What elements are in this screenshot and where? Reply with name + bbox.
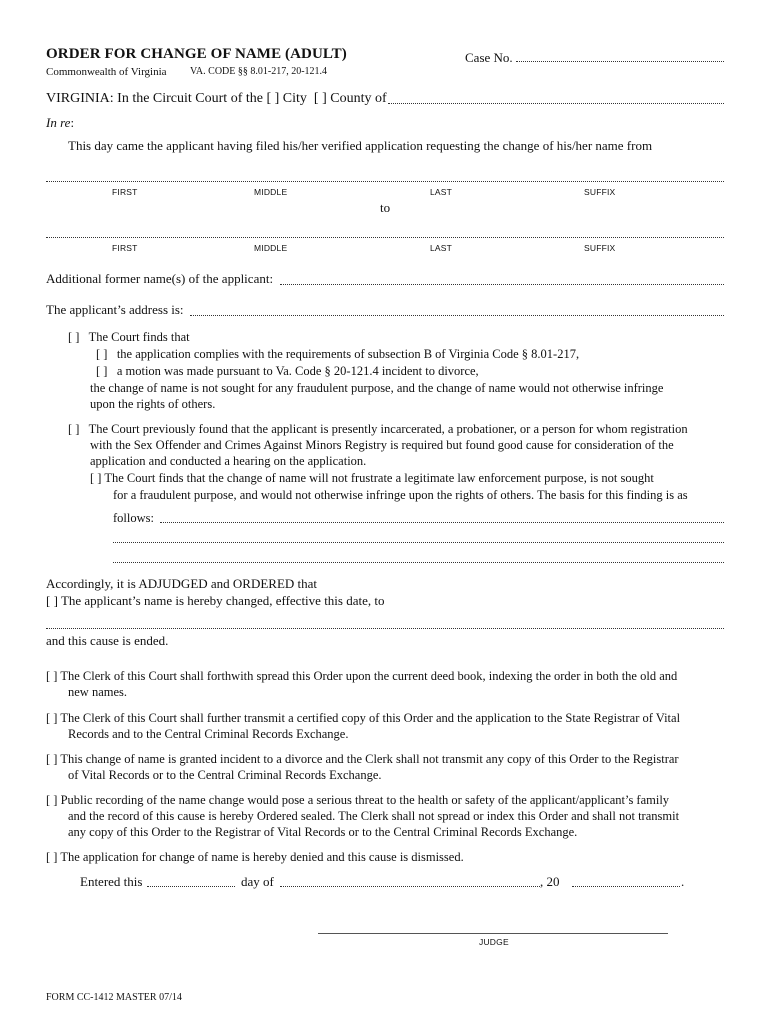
caption-suffix-2: SUFFIX [584,243,616,253]
judge-label: JUDGE [479,937,509,947]
name-changed-text: The applicant’s name is hereby changed, effective this date, to [60,593,385,608]
conclusion-line-2: upon the rights of others. [90,397,216,411]
complies-text: the application complies with the requirements of subsection B of Virginia Code § 8.01-217, [116,347,580,361]
additional-former-label: Additional former name(s) of the applicant: [46,271,274,286]
entered-month-field[interactable] [280,886,540,887]
cause-ended-text: and this cause is ended. [46,633,169,648]
complies-row [96,346,579,362]
deed-book-checkbox[interactable]: [ ] [46,669,58,683]
address-label: The applicant’s address is: [46,302,184,317]
name-changed-checkbox[interactable]: [ ] [46,593,58,608]
entered-label: Entered this [80,874,143,889]
law-enforcement-checkbox[interactable]: [ ] [90,471,102,485]
registrar-line-1: The Clerk of this Court shall further transmit a certified copy of this Order and the application to the State Registrar of Vital [60,711,681,725]
court-finds-checkbox[interactable]: [ ] [68,330,80,344]
conclusion-line-1: the change of name is not sought for any fraudulent purpose, and the change of name would not otherwise infringe [90,381,664,395]
court-prefix: VIRGINIA: In the Circuit Court of the [46,91,263,106]
incarcerated-line-2: with the Sex Offender and Crimes Against Minors Registry is required but found good cause for consideration of the [90,438,674,452]
basis-field-1[interactable] [160,522,724,523]
new-name-field[interactable] [46,237,724,238]
clause-divorce [46,751,679,767]
state-name: Commonwealth of Virginia [46,66,167,78]
follows-label: follows: [113,511,154,525]
entered-period: . [681,874,685,889]
registrar-checkbox[interactable]: [ ] [46,711,58,725]
caption-middle-2: MIDDLE [254,243,288,253]
incarcerated-checkbox[interactable]: [ ] [68,422,80,436]
changed-name-field[interactable] [46,628,724,629]
entered-year-field[interactable] [572,886,680,887]
caption-middle-1: MIDDLE [254,187,288,197]
entered-day-field[interactable] [147,886,235,887]
clause-denied [46,849,464,865]
deed-book-line-2: new names. [68,685,128,699]
complies-checkbox[interactable]: [ ] [96,347,108,361]
clause-sealed [46,792,669,808]
clause-registrar [46,710,680,726]
county-label: County of [330,91,387,106]
basis-field-2[interactable] [113,542,724,543]
caption-last-1: LAST [430,187,453,197]
judge-signature-line[interactable] [318,933,668,934]
day-of-label: day of [241,874,274,889]
former-name-field[interactable] [46,181,724,182]
city-checkbox[interactable]: [ ] [266,91,280,106]
incarcerated-row [68,421,688,437]
intro-text: This day came the applicant having filed his/her verified application requesting the change of his/her name from [68,138,653,153]
divorce-motion-text: a motion was made pursuant to Va. Code § 20-121.4 incident to divorce, [116,364,479,378]
denied-line-1: The application for change of name is hereby denied and this cause is dismissed. [60,850,464,864]
code-reference: VA. CODE §§ 8.01-217, 20-121.4 [190,66,328,77]
case-no-label: Case No. [465,50,513,65]
denied-checkbox[interactable]: [ ] [46,850,58,864]
divorce-motion-row [96,363,479,379]
deed-book-line-1: The Clerk of this Court shall forthwith spread this Order upon the current deed book, indexing the order in both the old and [60,669,678,683]
sealed-line-3: any copy of this Order to the Registrar of Vital Records or to the Central Criminal Records Exchange. [68,825,578,839]
registrar-line-2: Records and to the Central Criminal Records Exchange. [68,727,349,741]
form-footer: FORM CC-1412 MASTER 07/14 [46,992,182,1003]
court-name-field[interactable] [388,103,724,104]
caption-first-1: FIRST [112,187,138,197]
year-prefix-label: , 20 [540,874,560,889]
adjudged-intro: Accordingly, it is ADJUDGED and ORDERED that [46,576,318,591]
divorce-line-1: This change of name is granted incident to a divorce and the Clerk shall not transmit any copy of this Order to the Registrar [60,752,679,766]
divorce-motion-checkbox[interactable]: [ ] [96,364,108,378]
court-finds-text: The Court finds that [88,330,190,344]
incarcerated-line-3: application and conducted a hearing on the application. [90,454,367,468]
to-word: to [380,200,391,215]
incarcerated-line-1: The Court previously found that the applicant is presently incarcerated, a probationer, or a person for whom registration [88,422,688,436]
law-enforcement-line-2: for a fraudulent purpose, and would not otherwise infringe upon the rights of others. The basis for this finding is as [113,488,688,502]
court-line [46,90,387,108]
sealed-line-1: Public recording of the name change would pose a serious threat to the health or safety of the applicant/applicant’s family [60,793,670,807]
sealed-line-2: and the record of this cause is hereby Ordered sealed. The Clerk shall not spread or index this Order and shall not transmit [68,809,680,823]
basis-field-3[interactable] [113,562,724,563]
county-checkbox[interactable]: [ ] [313,91,327,106]
law-enforcement-line-1: The Court finds that the change of name will not frustrate a legitimate law enforcement purpose, is not sought [104,471,654,485]
additional-former-field[interactable] [280,284,724,285]
address-field[interactable] [190,315,724,316]
law-enforcement-row [90,470,654,486]
court-finds-row [68,329,190,345]
in-re-label: In re: [46,115,75,130]
divorce-checkbox[interactable]: [ ] [46,752,58,766]
caption-suffix-1: SUFFIX [584,187,616,197]
city-label: City [282,91,307,106]
caption-last-2: LAST [430,243,453,253]
caption-first-2: FIRST [112,243,138,253]
adjudged-row [46,593,385,609]
case-no-field[interactable] [516,61,724,62]
divorce-line-2: of Vital Records or to the Central Criminal Records Exchange. [68,768,382,782]
clause-deed-book [46,668,677,684]
form-title: ORDER FOR CHANGE OF NAME (ADULT) [46,46,347,62]
sealed-checkbox[interactable]: [ ] [46,793,58,807]
